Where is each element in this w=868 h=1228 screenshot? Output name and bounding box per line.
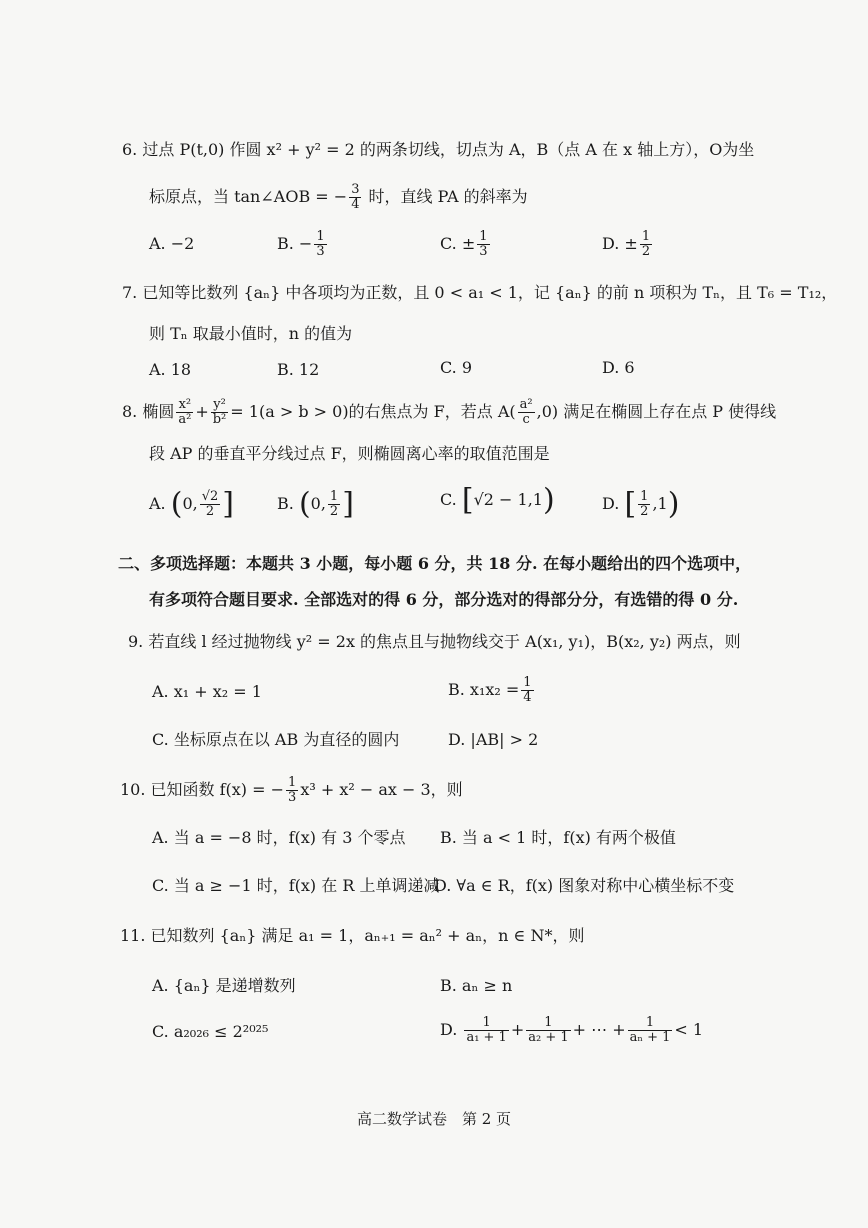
q11-option-d: D. $\frac{1}{\text{a₁ + 1}}$ + $\frac{1}{\text{a₂ + 1}}$ + ⋯ + $\frac{1}{\text{aₙ + 1}}$ < 1 [440, 1015, 704, 1045]
q8-option-a: A. (0, $\frac{√2}{2}$ ] [149, 486, 234, 522]
fraction: $\frac{3}{4}$ [351, 182, 360, 212]
q10-option-a: A. 当 a = −8 时，f(x) 有 3 个零点 [152, 828, 406, 847]
q8-option-d: D. [ $\frac{1}{2}$ ,1) [602, 486, 680, 522]
q6-option-c: C. ± $\frac{1}{3}$ [440, 229, 488, 259]
q8-option-c: C. [√2 − 1,1) [440, 482, 555, 518]
q7-option-d: D. 6 [602, 358, 635, 377]
q7-option-c: C. 9 [440, 358, 473, 377]
q11-option-a: A. {aₙ} 是递增数列 [152, 976, 296, 995]
q9-option-c: C. 坐标原点在以 AB 为直径的圆内 [152, 730, 400, 749]
q8-stem-line1: 8. 椭圆 $\frac{\text{x²}}{\text{a²}}$ + $\frac{\text{y²}}{\text{b²}}$ = 1(a > b > 0)的右焦点为 F，若点 A( $\frac{\text{a²}}{c}$ ,0) 满足在椭圆上存在点 P 使得线 [122, 397, 777, 427]
q6-stem-line1: 6. 过点 P(t,0) 作圆 x² + y² = 2 的两条切线，切点为 A，B（点 A 在 x 轴上方），O为坐 [122, 140, 755, 159]
q6-option-a: A. −2 [149, 234, 195, 253]
section-2-heading: 二、多项选择题：本题共 3 小题，每小题 6 分，共 18 分. 在每小题给出的四个选项中， [118, 554, 752, 573]
q9-option-a: A. x₁ + x₂ = 1 [152, 682, 262, 701]
page-footer: 高二数学试卷 第 2 页 [356, 1110, 512, 1128]
q6-option-d: D. ± $\frac{1}{2}$ [602, 229, 651, 259]
q9-stem: 9. 若直线 l 经过抛物线 y² = 2x 的焦点且与抛物线交于 A(x₁, y₁)，B(x₂, y₂) 两点，则 [128, 632, 741, 651]
q7-stem-line2: 则 Tₙ 取最小值时，n 的值为 [149, 324, 353, 343]
q9-option-b: B. x₁x₂ = $\frac{1}{4}$ [448, 675, 532, 705]
q8-stem-line2: 段 AP 的垂直平分线过点 F，则椭圆离心率的取值范围是 [149, 444, 550, 463]
q11-option-b: B. aₙ ≥ n [440, 976, 513, 995]
q6-option-b: B. − $\frac{1}{3}$ [277, 229, 325, 259]
q11-option-c: C. a₂₀₂₆ ≤ 2²⁰²⁵ [152, 1022, 269, 1041]
q10-option-b: B. 当 a < 1 时，f(x) 有两个极值 [440, 828, 676, 847]
section-2-instructions: 有多项符合题目要求. 全部选对的得 6 分，部分选对的得部分分，有选错的得 0 分. [149, 590, 739, 609]
q10-stem: 10. 已知函数 f(x) = − $\frac{1}{3}$ x³ + x² − ax − 3，则 [120, 775, 463, 805]
q7-option-a: A. 18 [149, 360, 192, 379]
q7-option-b: B. 12 [277, 360, 320, 379]
q7-stem-line1: 7. 已知等比数列 {aₙ} 中各项均为正数，且 0 < a₁ < 1，记 {aₙ} 的前 n 项积为 Tₙ，且 T₆ = T₁₂， [122, 283, 838, 302]
q8-option-b: B. (0, $\frac{1}{2}$ ] [277, 486, 354, 522]
q11-stem: 11. 已知数列 {aₙ} 满足 a₁ = 1，aₙ₊₁ = aₙ² + aₙ，n ∈ N*，则 [120, 926, 585, 945]
q10-option-d: D. ∀a ∈ R，f(x) 图象对称中心横坐标不变 [434, 876, 735, 895]
q9-option-d: D. |AB| > 2 [448, 730, 539, 749]
q10-option-c: C. 当 a ≥ −1 时，f(x) 在 R 上单调递减 [152, 876, 440, 895]
q6-stem-line2: 标原点，当 tan∠AOB = − $\frac{3}{4}$ 时，直线 PA 的斜率为 [149, 182, 528, 212]
